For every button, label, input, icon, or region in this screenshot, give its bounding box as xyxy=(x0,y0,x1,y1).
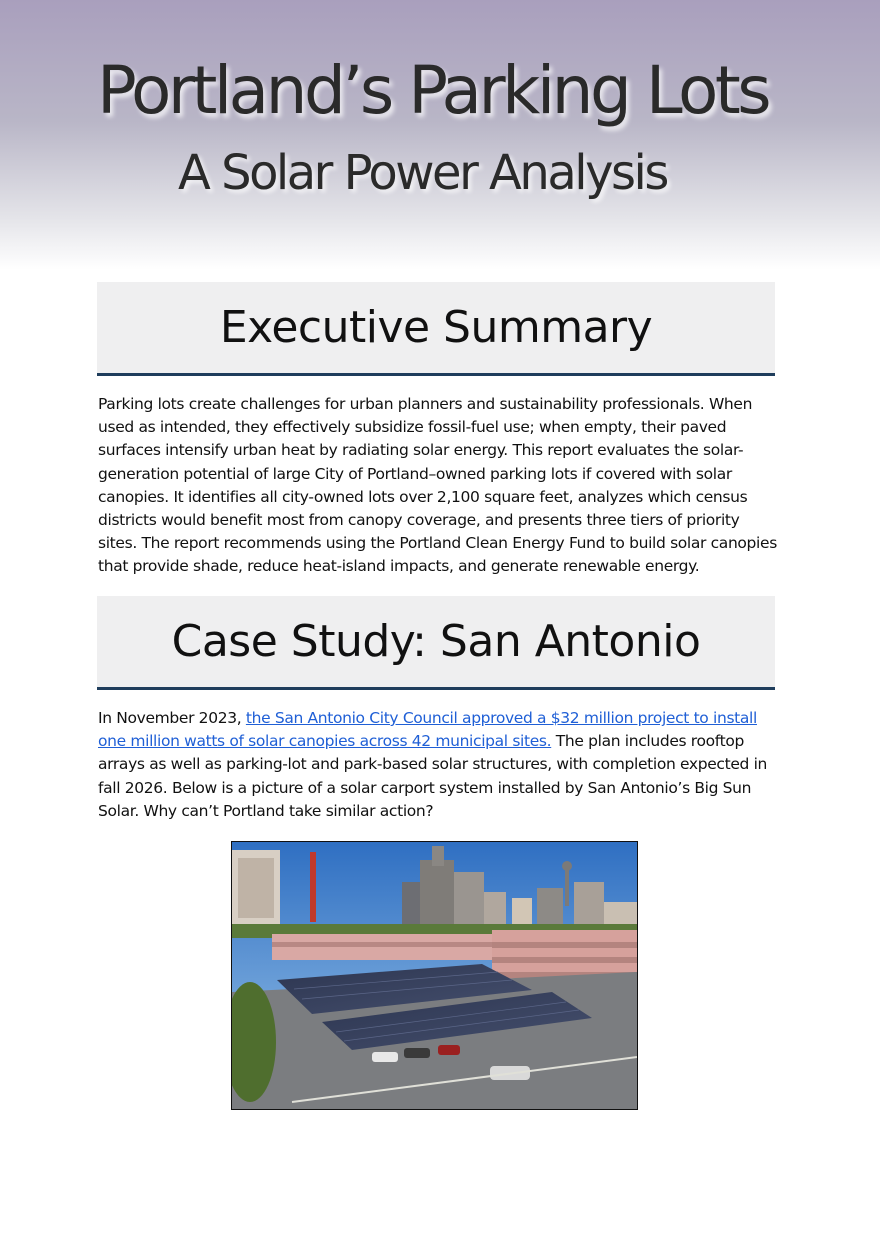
case-study-heading-box xyxy=(97,596,775,690)
executive-summary-text: Parking lots create challenges for urban planners and sustainability professionals. When used as intended, they effectively subsidize fossil-fuel use; when empty, their paved surfaces intensify urban heat by radiating solar energy. This report evaluates the solar-generation potential of large City of Portland–owned parking lots if covered with solar canopies. It identifies all city-owned lots over 2,100 square feet, analyzes which census districts would benefit most from canopy coverage, and presents three tiers of priority sites. The report recommends using the Portland Clean Energy Fund to build solar canopies that provide shade, reduce heat-island impacts, and generate renewable energy. xyxy=(98,395,777,576)
case-study-heading: Case Study: San Antonio xyxy=(171,616,701,667)
case-study-text xyxy=(98,707,778,823)
solar-carport-photo xyxy=(231,841,638,1110)
header-banner xyxy=(0,0,880,270)
page-title: Portland’s Parking Lots xyxy=(97,52,769,129)
case-study-intro: In November 2023, xyxy=(98,709,246,727)
san-antonio-council-link[interactable]: the San Antonio City Council approved a $32 million project to install one million watts of solar canopies across 42 municipal sites. xyxy=(98,709,757,751)
executive-summary-heading: Executive Summary xyxy=(219,302,653,353)
case-study-body: The plan includes rooftop arrays as well as parking-lot and park-based solar structures, with completion expected in fall 2026. Below is a picture of a solar carport system installed by San Antonio’s Big Sun Solar. Why can’t Portland take similar action? xyxy=(98,732,768,820)
page-subtitle: A Solar Power Analysis xyxy=(178,145,667,201)
executive-summary-heading-box xyxy=(97,282,775,376)
